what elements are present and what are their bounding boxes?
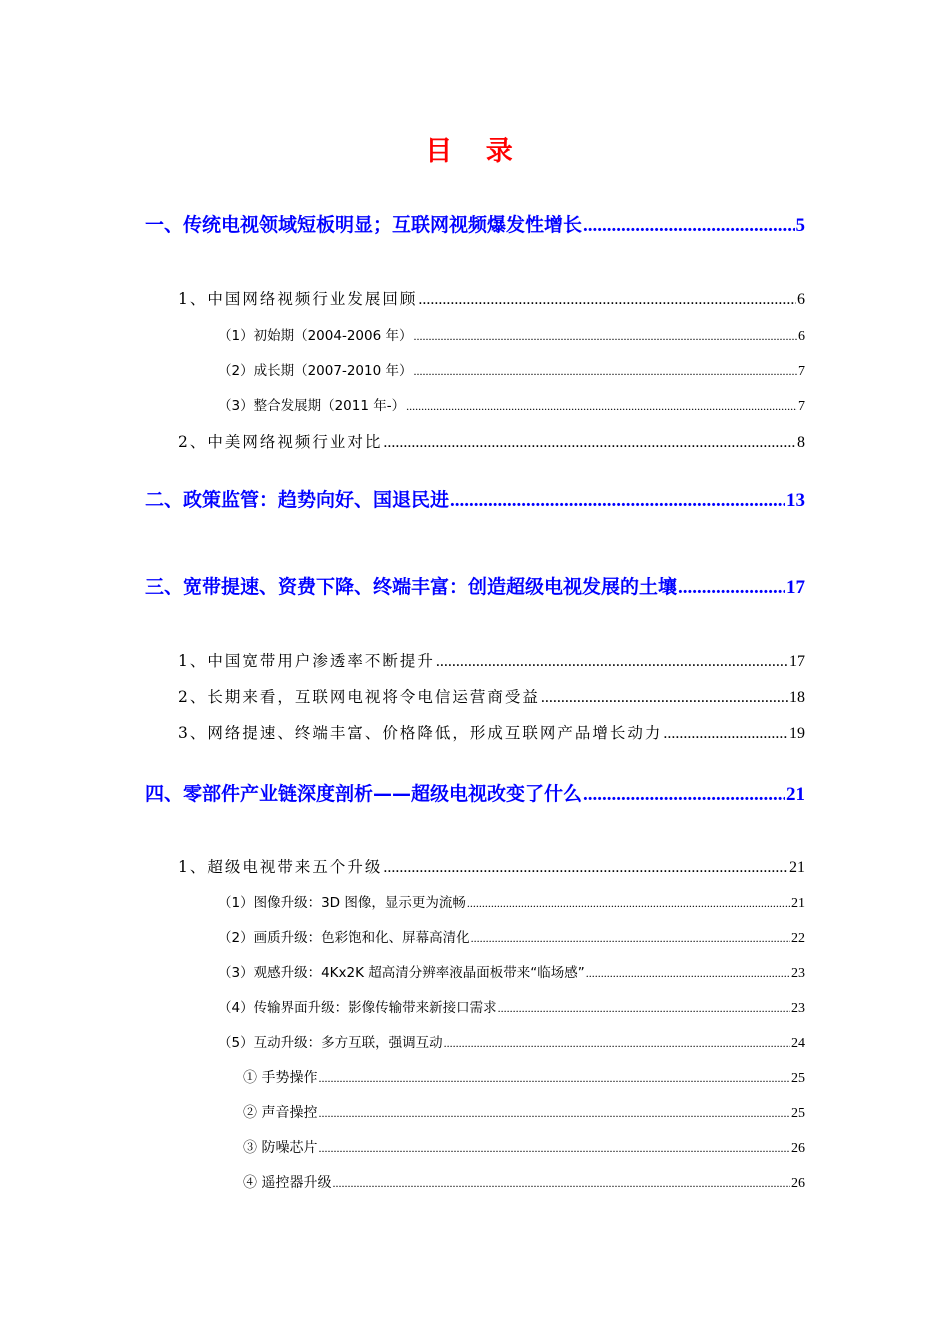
toc-page-number: 21 <box>789 859 805 876</box>
toc-entry-2[interactable] <box>145 486 805 515</box>
toc-entry-1-2[interactable] <box>178 430 805 455</box>
toc-entry-3-1[interactable] <box>178 649 805 674</box>
toc-leader <box>318 1102 790 1124</box>
toc-entry-4-1-5-1[interactable] <box>243 1067 805 1090</box>
toc-leader <box>498 997 790 1019</box>
toc-leader <box>663 722 788 746</box>
page-title: 目 录 <box>425 136 525 167</box>
toc-entry-4[interactable] <box>145 780 805 809</box>
toc-entry-text: ① 手势操作 <box>243 1070 318 1086</box>
toc-entry-text: 四、零部件产业链深度剖析——超级电视改变了什么 <box>145 783 583 805</box>
toc-page-number: 24 <box>791 1036 805 1051</box>
toc-entry-text: 1、中国宽带用户渗透率不断提升 <box>178 652 435 670</box>
toc-entry-4-1-5-2[interactable] <box>243 1102 805 1125</box>
toc-leader <box>541 686 788 710</box>
toc-entry-text: （2）成长期（2007-2010 年） <box>218 363 413 379</box>
toc-entry-text: （3）观感升级：4Kx2K 超高清分辨率液晶面板带来“临场感” <box>218 965 585 981</box>
toc-page-number: 18 <box>789 689 805 706</box>
toc-page-number: 25 <box>791 1071 805 1086</box>
toc-page-number: 23 <box>791 966 805 981</box>
toc-leader <box>467 892 790 914</box>
toc-entry-text: 二、政策监管：趋势向好、国退民进 <box>145 489 450 511</box>
toc-page-number: 17 <box>786 577 805 598</box>
toc-page-number: 21 <box>786 784 805 805</box>
toc-entry-4-1-5-4[interactable] <box>243 1172 805 1195</box>
toc-entry-4-1-5[interactable] <box>218 1032 805 1055</box>
toc-entry-4-1-4[interactable] <box>218 997 805 1020</box>
toc-leader <box>583 212 794 240</box>
toc-entry-text: 1、中国网络视频行业发展回顾 <box>178 290 418 308</box>
toc-entry-3-3[interactable] <box>178 721 805 746</box>
toc-entry-text: 一、传统电视领域短板明显；互联网视频爆发性增长 <box>145 214 583 236</box>
toc-entry-1[interactable] <box>145 211 805 240</box>
toc-page-number: 26 <box>791 1176 805 1191</box>
toc-leader <box>583 781 785 809</box>
toc-leader <box>383 431 796 455</box>
toc-entry-text: ② 声音操控 <box>243 1105 318 1121</box>
toc-leader <box>678 574 785 602</box>
toc-leader <box>586 962 790 984</box>
toc-entry-text: （1）初始期（2004-2006 年） <box>218 328 413 344</box>
toc-entry-1-1-2[interactable] <box>218 360 805 383</box>
toc-entry-4-1-1[interactable] <box>218 892 805 915</box>
toc-page-number: 26 <box>791 1141 805 1156</box>
toc-leader <box>318 1137 790 1159</box>
toc-entry-1-1-3[interactable] <box>218 395 805 418</box>
toc-leader <box>436 650 788 674</box>
toc-entry-4-1-5-3[interactable] <box>243 1137 805 1160</box>
toc-page-number: 7 <box>798 364 805 379</box>
toc-entry-text: 三、宽带提速、资费下降、终端丰富：创造超级电视发展的土壤 <box>145 576 678 598</box>
toc-leader <box>413 360 797 382</box>
toc-entry-text: 3、网络提速、终端丰富、价格降低，形成互联网产品增长动力 <box>178 724 663 742</box>
toc-entry-3-2[interactable] <box>178 685 805 710</box>
toc-entry-text: （3）整合发展期（2011 年-） <box>218 398 406 414</box>
toc-entry-4-1-3[interactable] <box>218 962 805 985</box>
toc-entry-text: 1、超级电视带来五个升级 <box>178 858 383 876</box>
toc-entry-text: ③ 防噪芯片 <box>243 1140 318 1156</box>
toc-page-number: 17 <box>789 653 805 670</box>
toc-page-number: 21 <box>791 896 805 911</box>
toc-leader <box>413 325 797 347</box>
toc-page-number: 5 <box>795 215 805 236</box>
toc-leader <box>406 395 797 417</box>
toc-page-number: 7 <box>798 399 805 414</box>
toc-page-number: 8 <box>797 434 805 451</box>
toc-leader <box>332 1172 790 1194</box>
toc-entry-text: 2、中美网络视频行业对比 <box>178 433 383 451</box>
toc-leader <box>318 1067 790 1089</box>
toc-page-number: 13 <box>786 490 805 511</box>
toc-entry-text: （4）传输界面升级：影像传输带来新接口需求 <box>218 1000 497 1016</box>
toc-page-number: 6 <box>797 291 805 308</box>
toc-entry-text: ④ 遥控器升级 <box>243 1175 332 1191</box>
toc-entry-text: （1）图像升级：3D 图像，显示更为流畅 <box>218 895 466 911</box>
toc-page-number: 22 <box>791 931 805 946</box>
toc-page-number: 19 <box>789 725 805 742</box>
toc-page-number: 25 <box>791 1106 805 1121</box>
toc-leader <box>471 927 790 949</box>
toc-entry-3[interactable] <box>145 573 805 602</box>
toc-entry-text: （5）互动升级：多方互联，强调互动 <box>218 1035 443 1051</box>
toc-entry-1-1[interactable] <box>178 287 805 312</box>
toc-entry-4-1[interactable] <box>178 855 805 880</box>
toc-leader <box>444 1032 790 1054</box>
toc-entry-text: 2、长期来看，互联网电视将令电信运营商受益 <box>178 688 540 706</box>
toc-page-number: 23 <box>791 1001 805 1016</box>
toc-page-number: 6 <box>798 329 805 344</box>
toc-entry-1-1-1[interactable] <box>218 325 805 348</box>
toc-leader <box>450 487 785 515</box>
toc-entry-4-1-2[interactable] <box>218 927 805 950</box>
toc-leader <box>383 856 788 880</box>
toc-entry-text: （2）画质升级：色彩饱和化、屏幕高清化 <box>218 930 470 946</box>
toc-leader <box>418 288 796 312</box>
